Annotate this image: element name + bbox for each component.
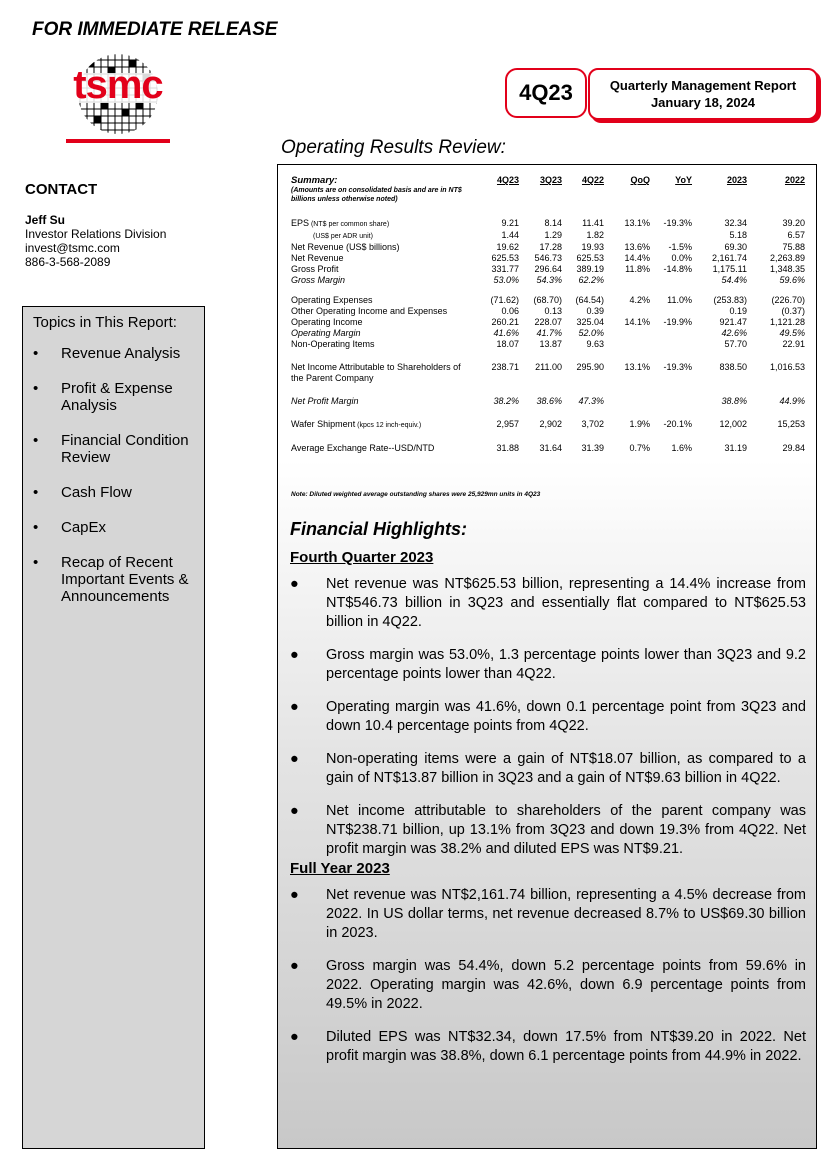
table-row (291, 328, 805, 339)
table-cell: 14.4% (624, 253, 650, 263)
table-cell: 31.88 (496, 443, 519, 453)
table-cell: 13.1% (624, 362, 650, 372)
y-subtitle: Full Year 2023 (290, 860, 390, 877)
table-cell: 13.6% (624, 242, 650, 252)
bullet-icon: ● (290, 887, 299, 903)
row-label: Net Profit Margin (291, 396, 359, 406)
table-row (291, 253, 805, 264)
tsmc-logo (52, 46, 184, 146)
table-cell: (253.83) (713, 295, 747, 305)
table-cell (650, 339, 692, 350)
table-cell: 62.2% (578, 275, 604, 285)
topic-label: Revenue Analysis (61, 345, 181, 362)
table-cell: 331.77 (491, 264, 519, 274)
table-row (291, 242, 805, 253)
table-cell: (71.62) (490, 295, 519, 305)
topic-label: Financial Condition Review (61, 432, 189, 466)
table-cell: 15,253 (777, 419, 805, 429)
bullet-icon: ● (290, 958, 299, 974)
column-header: 4Q22 (581, 175, 604, 185)
table-cell: 238.71 (491, 362, 519, 372)
table-cell (604, 275, 650, 286)
table-cell: 325.04 (576, 317, 604, 327)
row-label: Average Exchange Rate--USD/NTD (291, 443, 435, 453)
column-header: 2023 (726, 175, 747, 185)
highlight-item: ● Operating margin was 41.6%, down 0.1 percentage point from 3Q23 and down 10.4 percentage points from 4Q22. (290, 699, 806, 734)
table-cell: 1.82 (586, 230, 604, 240)
table-cell: 47.3% (578, 396, 604, 406)
bullet-icon: • (33, 380, 39, 397)
row-label: Non-Operating Items (291, 339, 375, 349)
table-cell: 2,957 (496, 419, 519, 429)
table-row (291, 275, 805, 286)
highlight-item: ● Diluted EPS was NT$32.34, down 17.5% from NT$39.20 in 2022. Net profit margin was 38.8%, down 6.1 percentage points from 44.9% in 2022. (290, 1029, 806, 1064)
table-cell: 69.30 (724, 242, 747, 252)
table-cell: 11.41 (582, 218, 604, 228)
column-header: 4Q23 (496, 175, 519, 185)
table-cell: 838.50 (719, 362, 747, 372)
report-title: Quarterly Management Report (609, 78, 797, 93)
bullet-icon: • (33, 554, 39, 571)
row-label: Operating Income (291, 317, 363, 327)
table-cell: 31.64 (539, 443, 562, 453)
bullet-icon: ● (290, 576, 299, 592)
contact-name: Jeff Su (25, 213, 66, 227)
table-cell: (68.70) (533, 295, 562, 305)
bullet-icon: ● (290, 803, 299, 819)
table-row (291, 230, 805, 242)
table-row (291, 396, 805, 407)
table-cell: 211.00 (535, 362, 562, 372)
highlight-item: ● Gross margin was 54.4%, down 5.2 percentage points from 59.6% in 2022. Operating margin was 42.6%, down 6.9 percentage points from 49.5% in 2022. (290, 958, 806, 1012)
table-cell: 625.53 (576, 253, 604, 263)
table-row (291, 443, 805, 454)
topic-label: Recap of Recent Important Events & Announcements (61, 554, 189, 605)
table-cell: 296.64 (534, 264, 562, 274)
table-cell: -14.8% (663, 264, 692, 274)
table-cell: 9.21 (501, 218, 519, 228)
topic-item[interactable] (33, 519, 201, 536)
contact-heading: CONTACT (25, 181, 98, 198)
table-cell (650, 230, 692, 242)
table-cell: 17.28 (539, 242, 562, 252)
highlight-item: ● Net revenue was NT$2,161.74 billion, representing a 4.5% decrease from 2022. In US dollar terms, net revenue decreased 8.7% to US$69.30 billion in 2023. (290, 887, 806, 941)
table-cell: 75.88 (782, 242, 805, 252)
summary-heading (291, 175, 473, 204)
table-cell: 1,175.11 (712, 264, 747, 274)
row-label: EPS (NT$ per common share) (291, 218, 390, 228)
table-cell: -20.1% (663, 419, 692, 429)
table-cell: 1,348.35 (769, 264, 805, 274)
table-cell: 1.9% (629, 419, 650, 429)
table-cell: 14.1% (624, 317, 650, 327)
table-cell (604, 339, 650, 350)
table-cell: 38.8% (721, 396, 747, 406)
table-cell: 546.73 (534, 253, 562, 263)
table-cell: (64.54) (575, 295, 604, 305)
report-header-box (588, 68, 818, 120)
svg-text:tsmc: tsmc (73, 63, 163, 107)
table-row (291, 218, 805, 230)
topic-item[interactable] (33, 484, 201, 501)
summary-title: Summary: (291, 175, 338, 186)
table-cell: 4.2% (629, 295, 650, 305)
table-cell: 2,161.74 (711, 253, 747, 263)
bullet-icon: • (33, 432, 39, 449)
summary-table (291, 175, 805, 454)
contact-email[interactable]: invest@tsmc.com (25, 241, 120, 255)
table-cell: 12,002 (719, 419, 747, 429)
table-cell: 625.53 (491, 253, 519, 263)
highlight-item: ● Gross margin was 53.0%, 1.3 percentage points lower than 3Q23 and 9.2 percentage points lower than 4Q22. (290, 647, 806, 682)
table-cell: 38.2% (493, 396, 519, 406)
row-label: Wafer Shipment (kpcs 12 inch-equiv.) (291, 419, 422, 429)
table-cell: 2,902 (539, 419, 562, 429)
highlight-item: ● Non-operating items were a gain of NT$18.07 billion, as compared to a gain of NT$13.87 billion in 3Q23 and a gain of NT$9.63 billion in 4Q22. (290, 751, 806, 786)
table-cell: 1,121.28 (769, 317, 805, 327)
table-cell (650, 306, 692, 317)
table-cell: -19.9% (663, 317, 692, 327)
row-label: Net Income Attributable to Shareholders of the Parent Company (291, 362, 461, 383)
row-label: Operating Expenses (291, 295, 373, 305)
table-cell: 54.3% (536, 275, 562, 285)
release-banner: FOR IMMEDIATE RELEASE (32, 19, 278, 40)
table-cell: 19.62 (496, 242, 519, 252)
table-cell (604, 396, 650, 407)
operating-results-panel (277, 164, 817, 1149)
topic-item[interactable] (33, 345, 201, 362)
row-label: Gross Margin (291, 275, 346, 285)
topics-list (33, 345, 204, 605)
table-cell: 44.9% (779, 396, 805, 406)
table-cell: 0.7% (629, 443, 650, 453)
table-cell: 59.6% (779, 275, 805, 285)
row-label: Net Revenue (291, 253, 344, 263)
topics-box (22, 306, 205, 1149)
table-cell (604, 328, 650, 339)
topic-label: Profit & Expense Analysis (61, 380, 173, 414)
table-cell: 57.70 (724, 339, 747, 349)
table-cell: 0.13 (544, 306, 562, 316)
table-cell: 32.34 (724, 218, 747, 228)
table-cell: 228.07 (534, 317, 562, 327)
table-cell: 260.21 (491, 317, 519, 327)
table-cell: -19.3% (663, 362, 692, 372)
contact-block (25, 183, 166, 269)
table-cell: 0.06 (501, 306, 519, 316)
table-cell: (226.70) (771, 295, 805, 305)
table-cell: 19.93 (581, 242, 604, 252)
table-cell: 0.0% (671, 253, 692, 263)
table-cell: 389.19 (576, 264, 604, 274)
table-cell: -1.5% (668, 242, 692, 252)
table-cell: 41.6% (493, 328, 519, 338)
report-date: January 18, 2024 (650, 95, 756, 110)
table-cell: 49.5% (779, 328, 805, 338)
table-cell: 1.44 (501, 230, 519, 240)
table-cell: (0.37) (781, 306, 805, 316)
bullet-icon: ● (290, 751, 299, 767)
column-header: 2022 (784, 175, 805, 185)
table-row (291, 419, 805, 431)
table-cell (650, 328, 692, 339)
table-cell: 11.8% (625, 264, 650, 274)
table-cell: 41.7% (536, 328, 562, 338)
table-row (291, 306, 805, 317)
table-cell: 38.6% (536, 396, 562, 406)
topic-label: CapEx (61, 519, 107, 536)
table-cell: 13.1% (624, 218, 650, 228)
table-cell: 8.14 (544, 218, 562, 228)
table-cell (604, 230, 650, 242)
table-cell: 31.19 (724, 443, 747, 453)
column-header: 3Q23 (539, 175, 562, 185)
bullet-icon: • (33, 345, 39, 362)
table-cell: 2,263.89 (769, 253, 805, 263)
row-label: (US$ per ADR unit) (313, 233, 373, 240)
highlight-item: ● Net income attributable to shareholders of the parent company was NT$238.71 billion, up 13.1% from 3Q23 and down 19.3% from 4Q22. Net profit margin was 38.2% and diluted EPS was NT$9.21. (290, 803, 806, 857)
topic-item[interactable] (33, 380, 201, 414)
row-label: Other Operating Income and Expenses (291, 306, 448, 316)
bullet-icon: ● (290, 647, 299, 663)
contact-phone: 886-3-568-2089 (25, 255, 111, 269)
bullet-icon: • (33, 484, 39, 501)
highlights-title: Financial Highlights: (290, 519, 468, 539)
topic-label: Cash Flow (61, 484, 132, 501)
bullet-icon: ● (290, 1029, 299, 1045)
table-cell: 13.87 (539, 339, 562, 349)
table-cell: 1.6% (671, 443, 692, 453)
table-cell: 1.29 (544, 230, 562, 240)
table-cell (650, 396, 692, 407)
topic-item[interactable] (33, 554, 201, 605)
table-cell: 39.20 (782, 218, 805, 228)
section-title: Operating Results Review: (281, 137, 506, 158)
table-row (291, 264, 805, 275)
table-cell: 54.4% (721, 275, 747, 285)
table-cell: 18.07 (496, 339, 519, 349)
table-cell: 0.19 (729, 306, 747, 316)
highlight-item: ● Net revenue was NT$625.53 billion, representing a 14.4% increase from NT$546.73 billion in 3Q23 and essentially flat compared to NT$625.53 billion in 4Q22. (290, 576, 806, 630)
summary-note: Note: Diluted weighted average outstanding shares were 25,929mn units in 4Q23 (291, 491, 541, 498)
table-cell: 42.6% (721, 328, 747, 338)
table-cell: 295.90 (576, 362, 604, 372)
row-label: Gross Profit (291, 264, 339, 274)
row-label: Operating Margin (291, 328, 361, 338)
y-highlight-list (290, 886, 806, 1080)
table-cell: 31.39 (581, 443, 604, 453)
row-label: Net Revenue (US$ billions) (291, 242, 400, 252)
table-cell: 52.0% (578, 328, 604, 338)
summary-subtitle: (Amounts are on consolidated basis and are in NT$ billions unless otherwise noted) (291, 187, 462, 203)
table-row (291, 295, 805, 306)
column-header: YoY (675, 175, 692, 185)
table-cell (604, 306, 650, 317)
table-cell: 1,016.53 (769, 362, 805, 372)
quarter-badge: 4Q23 (505, 68, 587, 118)
table-cell: 53.0% (493, 275, 519, 285)
contact-division: Investor Relations Division (25, 227, 167, 241)
table-cell: 29.84 (782, 443, 805, 453)
table-cell: 6.57 (787, 230, 805, 240)
table-cell: 9.63 (586, 339, 604, 349)
table-row (291, 362, 805, 384)
table-row (291, 339, 805, 350)
table-cell: 0.39 (586, 306, 604, 316)
q-highlight-list (290, 575, 806, 873)
table-cell: 11.0% (667, 295, 692, 305)
table-cell: 921.47 (719, 317, 747, 327)
table-row (291, 317, 805, 328)
table-cell (650, 275, 692, 286)
table-cell: -19.3% (663, 218, 692, 228)
bullet-icon: • (33, 519, 39, 536)
topic-item[interactable] (33, 432, 201, 466)
table-cell: 5.18 (729, 230, 747, 240)
column-header: QoQ (630, 175, 650, 185)
table-cell: 22.91 (782, 339, 805, 349)
q-subtitle: Fourth Quarter 2023 (290, 549, 434, 566)
table-cell: 3,702 (581, 419, 604, 429)
topics-heading: Topics in This Report: (33, 314, 177, 331)
bullet-icon: ● (290, 699, 299, 715)
